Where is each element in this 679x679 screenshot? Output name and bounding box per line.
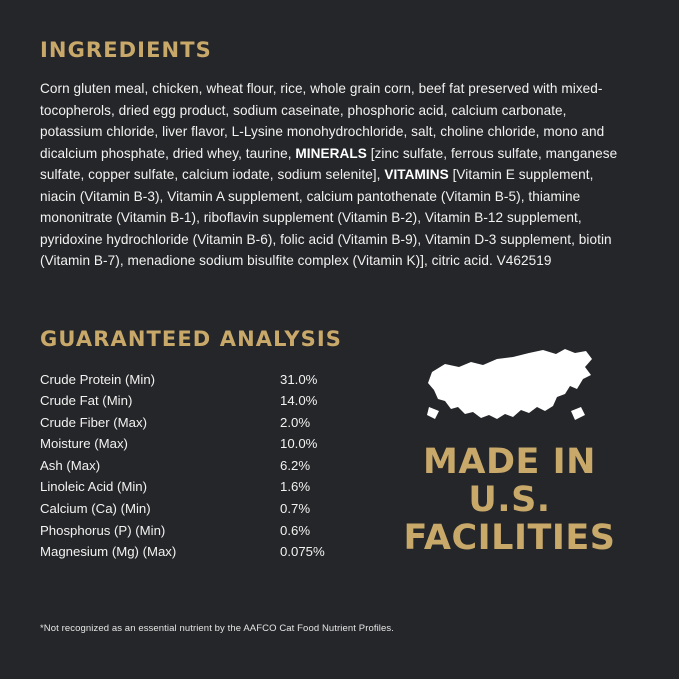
ingredients-heading: INGREDIENTS bbox=[40, 38, 212, 62]
guaranteed-analysis-section bbox=[40, 327, 639, 563]
nutrient-value: 14.0% bbox=[280, 393, 318, 409]
table-row bbox=[40, 498, 370, 520]
guaranteed-analysis-heading: GUARANTEED ANALYSIS bbox=[40, 326, 343, 351]
ingredient-text-run: [zinc sulfate, ferrous sulfate, manganese sulfate, copper sulfate, calcium iodate, sodium selenite], bbox=[40, 145, 618, 182]
nutrient-name: Crude Fat (Min) bbox=[40, 393, 133, 409]
table-row bbox=[40, 541, 370, 563]
made-in-usa-badge bbox=[392, 345, 627, 557]
ingredients-text bbox=[40, 78, 632, 272]
badge-line-2: U.S. bbox=[468, 479, 551, 520]
nutrient-name: Linoleic Acid (Min) bbox=[40, 479, 148, 495]
nutrient-value: 6.2% bbox=[280, 457, 311, 473]
table-row bbox=[40, 412, 370, 434]
badge-line-1: MADE IN bbox=[423, 441, 596, 482]
nutrient-name: Phosphorus (P) (Min) bbox=[40, 522, 166, 538]
footnote-text: *Not recognized as an essential nutrient by the AAFCO Cat Food Nutrient Profiles. bbox=[40, 623, 394, 634]
nutrient-value: 0.6% bbox=[280, 522, 311, 538]
nutrient-value: 1.6% bbox=[280, 479, 311, 495]
nutrient-name: Crude Protein (Min) bbox=[40, 371, 156, 387]
nutrient-value: 31.0% bbox=[280, 371, 318, 387]
nutrient-name: Ash (Max) bbox=[40, 457, 101, 473]
table-row bbox=[40, 390, 370, 412]
badge-line-3: FACILITIES bbox=[403, 517, 616, 558]
nutrient-name: Crude Fiber (Max) bbox=[40, 414, 147, 430]
nutrient-value: 10.0% bbox=[280, 436, 318, 452]
nutrient-name: Moisture (Max) bbox=[40, 436, 128, 452]
nutrient-value: 0.7% bbox=[280, 501, 311, 517]
nutrient-name: Calcium (Ca) (Min) bbox=[40, 501, 151, 517]
usa-map-icon bbox=[425, 345, 595, 437]
ingredient-group-label: VITAMINS bbox=[384, 167, 449, 182]
table-row bbox=[40, 476, 370, 498]
table-row bbox=[40, 455, 370, 477]
guaranteed-analysis-table bbox=[40, 369, 370, 563]
nutrient-value: 0.075% bbox=[280, 544, 325, 560]
ingredient-text-run: [Vitamin E supplement, niacin (Vitamin B-3), Vitamin A supplement, calcium pantothenate (Vitamin B-5), thiamine mononitrate (Vitamin B-1), riboflavin supplement (Vitamin B-2), Vitamin B-12 supplement, pyridoxine hydrochloride (Vitamin B-6), folic acid (Vitamin B-9), Vitamin D-3 supplement, biotin (Vitamin B-7), menadione sodium bisulfite complex (Vitamin K)], citric acid. V462519 bbox=[40, 167, 612, 268]
nutrient-value: 2.0% bbox=[280, 414, 311, 430]
ingredient-group-label: MINERALS bbox=[295, 145, 367, 161]
nutrient-name: Magnesium (Mg) (Max) bbox=[40, 544, 177, 560]
table-row bbox=[40, 433, 370, 455]
ingredient-text-run: Corn gluten meal, chicken, wheat flour, rice, whole grain corn, beef fat preserved with mixed-tocopherols, dried egg product, sodium caseinate, phosphoric acid, calcium carbonate, potassium chloride, liver flavor, L-Lysine monohydrochloride, salt, choline chloride, mono and dicalcium phosphate, dried whey, taurine, bbox=[40, 81, 605, 161]
table-row bbox=[40, 520, 370, 542]
table-row bbox=[40, 369, 370, 391]
